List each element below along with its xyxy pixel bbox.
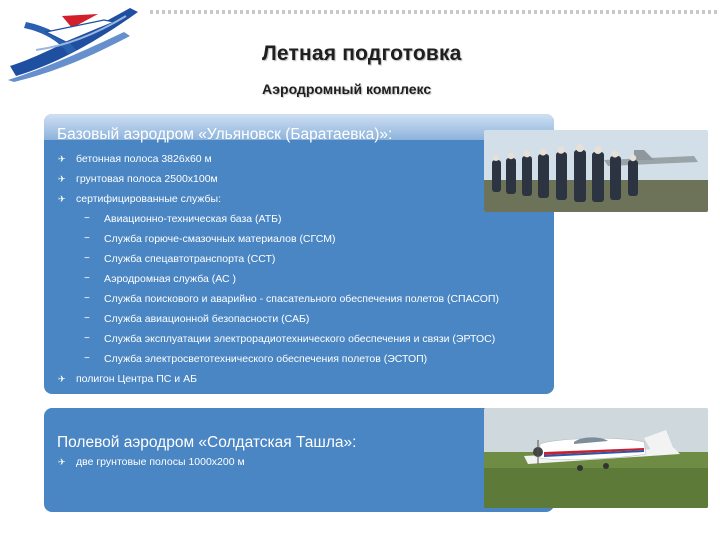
page-title: Летная подготовка xyxy=(262,42,462,65)
dash-icon: − xyxy=(84,253,90,264)
dash-icon: − xyxy=(84,313,90,324)
dash-icon: − xyxy=(84,233,90,244)
airplane-icon: ✈ xyxy=(58,394,66,404)
list-item: − Служба эксплуатации электрорадиотехнического обеспечения и связи (ЭРТОС) xyxy=(58,329,499,349)
airplane-icon: ✈ xyxy=(58,374,66,384)
dash-icon: − xyxy=(84,333,90,344)
list-item: − Служба поискового и аварийно - спасательного обеспечения полетов (СПАСОП) xyxy=(58,289,499,309)
list-item: − Служба горюче-смазочных материалов (СГСМ) xyxy=(58,229,499,249)
dash-icon: − xyxy=(84,273,90,284)
dash-icon: − xyxy=(84,213,90,224)
airplane-icon: ✈ xyxy=(58,154,66,164)
list-item: − Аэродромная служба (АС ) xyxy=(58,269,499,289)
list-item: ✈ участок практического обучения xyxy=(58,389,499,409)
base-airfield-list xyxy=(58,149,499,409)
list-item: − Авиационно-техническая база (АТБ) xyxy=(58,209,499,229)
base-airfield-heading: Базовый аэродром «Ульяновск (Баратаевка)»: xyxy=(57,126,393,143)
field-airfield-list xyxy=(58,452,245,472)
field-airfield-heading: Полевой аэродром «Солдатская Ташла»: xyxy=(57,434,357,451)
academy-logo xyxy=(6,2,146,82)
list-item: ✈ грунтовая полоса 2500х100м xyxy=(58,169,499,189)
dash-icon: − xyxy=(84,353,90,364)
list-item: ✈ две грунтовые полосы 1000х200 м xyxy=(58,452,245,472)
list-item: − Служба авиационной безопасности (САБ) xyxy=(58,309,499,329)
dash-icon: − xyxy=(84,293,90,304)
page-subtitle: Аэродромный комплекс xyxy=(262,81,432,97)
airplane-icon: ✈ xyxy=(58,174,66,184)
list-item: ✈ бетонная полоса 3826х60 м xyxy=(58,149,499,169)
list-item: ✈ полигон Центра ПС и АБ xyxy=(58,369,499,389)
aircraft-photo xyxy=(484,408,708,508)
list-item: ✈ сертифицированные службы: xyxy=(58,189,499,209)
airplane-icon: ✈ xyxy=(58,194,66,204)
pilots-photo xyxy=(484,130,708,212)
header-decor-bar xyxy=(150,10,720,14)
list-item: − Служба электросветотехнического обеспечения полетов (ЭСТОП) xyxy=(58,349,499,369)
airplane-icon: ✈ xyxy=(58,457,66,467)
list-item: − Служба спецавтотранспорта (ССТ) xyxy=(58,249,499,269)
